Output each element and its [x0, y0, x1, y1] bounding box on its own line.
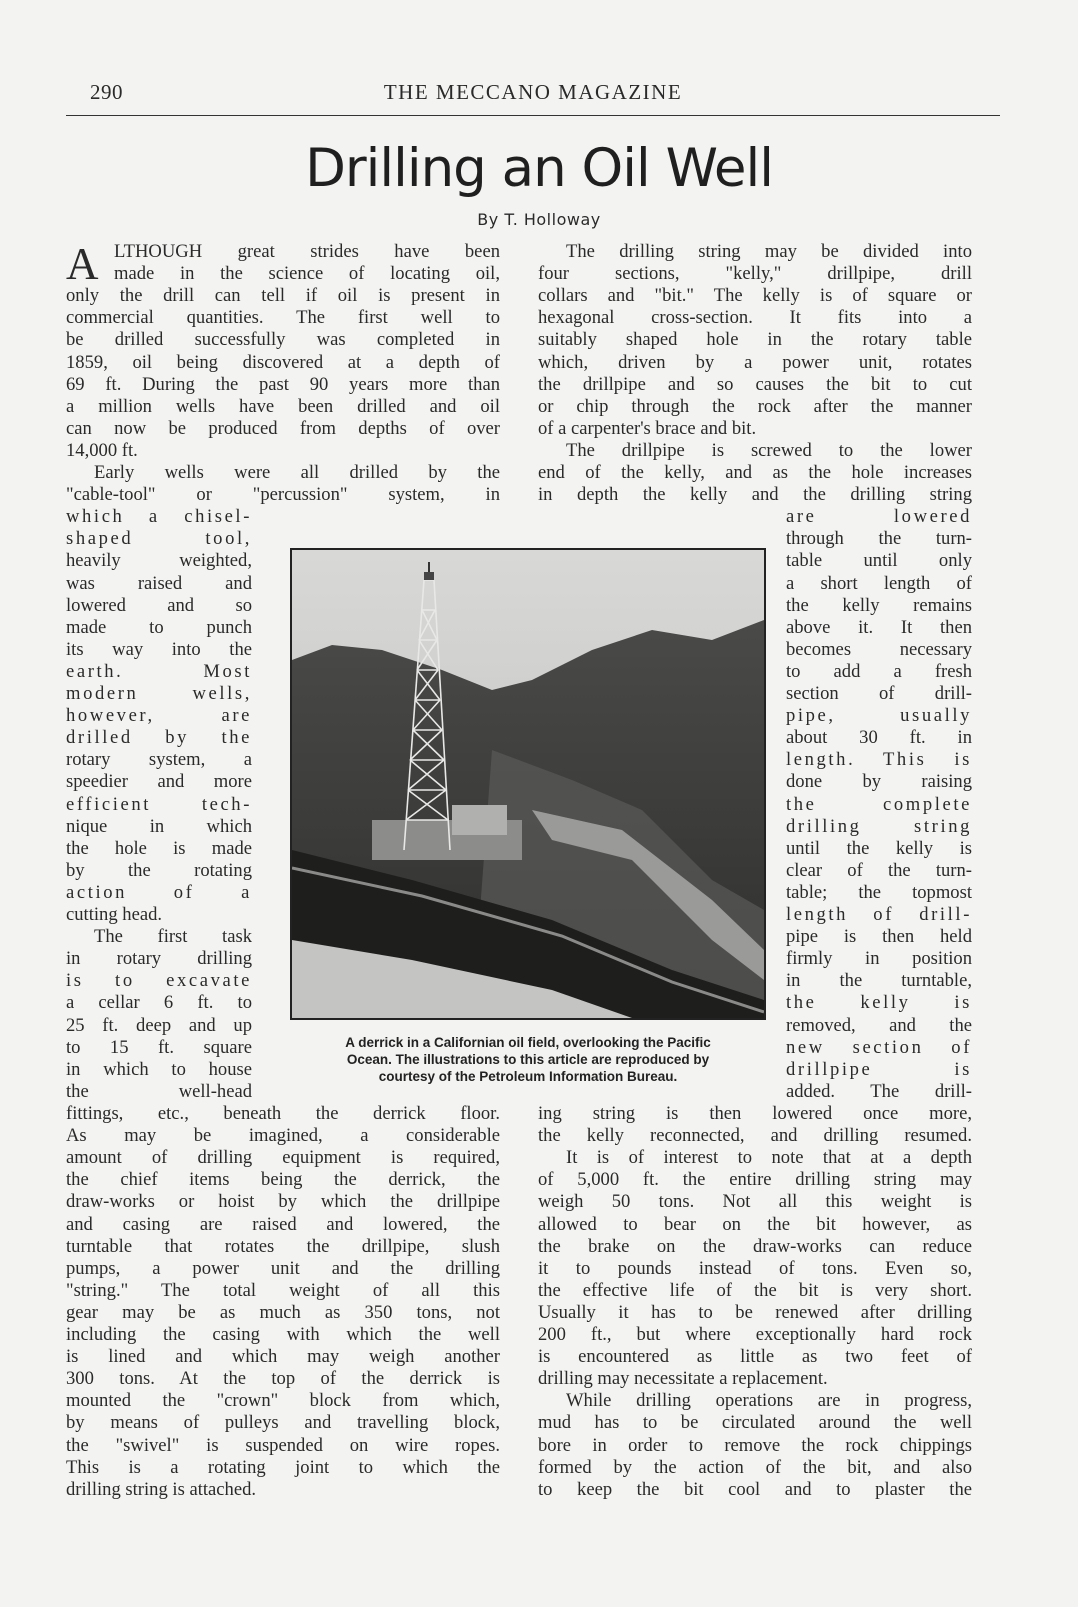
text-line: pumps, a power unit and the drilling	[66, 1257, 500, 1279]
text-line: in the turntable,	[786, 970, 972, 992]
text-line: suitably shaped hole in the rotary table	[538, 329, 972, 351]
byline: By T. Holloway	[477, 210, 601, 229]
text-line: length. This is	[786, 749, 972, 771]
text-line: "string." The total weight of all this	[66, 1279, 500, 1301]
text-line: modern wells,	[66, 683, 252, 704]
text-line: efficient tech-	[66, 793, 252, 815]
text-line: earth. Most	[66, 660, 252, 682]
text-line: the complete	[786, 793, 972, 815]
text-line: mud has to be circulated around the well	[538, 1412, 972, 1434]
text-line: above it. It then	[786, 616, 972, 638]
text-line: The drilling string may be divided into	[566, 241, 972, 262]
drop-cap: A	[66, 239, 99, 289]
text-line: 1859, oil being discovered at a depth of	[66, 351, 500, 373]
text-line: section of drill-	[786, 683, 972, 704]
text-line: speedier and more	[66, 771, 252, 793]
text-line: table; the topmost	[786, 881, 972, 903]
text-line: nique in which	[66, 815, 252, 837]
text-line: becomes necessary	[786, 638, 972, 660]
text-line: 14,000 ft.	[66, 439, 138, 461]
text-line: action of a	[66, 881, 252, 903]
text-line: 200 ft., but where exceptionally hard rock	[538, 1324, 972, 1345]
text-line: draw-works or hoist by which the drillpipe	[66, 1191, 500, 1213]
text-line: the drillpipe and so causes the bit to cut	[538, 373, 972, 395]
text-line: removed, and the	[786, 1014, 972, 1036]
text-line: which, driven by a power unit, rotates	[538, 351, 972, 373]
text-line: lowered and so	[66, 594, 252, 616]
text-line: a million wells have been drilled and oil	[66, 395, 500, 417]
text-line: the kelly is	[786, 992, 972, 1014]
text-line: only the drill can tell if oil is present in	[66, 285, 500, 307]
text-line: ing string is then lowered once more,	[538, 1103, 972, 1124]
text-line: by means of pulleys and travelling block,	[66, 1412, 500, 1434]
text-line: the well-head	[66, 1080, 252, 1102]
text-line: until the kelly is	[786, 837, 972, 859]
caption-line: Ocean. The illustrations to this article are reproduced by	[346, 1052, 710, 1067]
text-line: clear of the turn-	[786, 859, 972, 881]
derrick-photo-illustration	[292, 550, 764, 1018]
text-line: formed by the action of the bit, and also	[538, 1456, 972, 1478]
text-line: in depth the kelly and the drilling string	[538, 484, 972, 506]
text-line: 69 ft. During the past 90 years more than	[66, 373, 500, 395]
text-line: weigh 50 tons. Not all this weight is	[538, 1191, 972, 1213]
text-line: firmly in position	[786, 948, 972, 970]
text-line: This is a rotating joint to which the	[66, 1456, 500, 1478]
text-line: drilled by the	[66, 727, 252, 749]
text-line: done by raising	[786, 771, 972, 793]
text-line: including the casing with which the well	[66, 1324, 500, 1345]
text-line: allowed to bear on the bit however, as	[538, 1213, 972, 1235]
text-line: drilling may necessitate a replacement.	[538, 1368, 828, 1390]
text-line: a cellar 6 ft. to	[66, 992, 252, 1014]
text-line: rotary system, a	[66, 749, 252, 771]
text-line: shaped tool,	[66, 528, 252, 550]
text-line: drilling string is attached.	[66, 1478, 257, 1500]
text-line: the chief items being the derrick, the	[66, 1169, 500, 1191]
text-line: mounted the "crown" block from which,	[66, 1390, 500, 1412]
text-line: While drilling operations are in progress,	[566, 1390, 972, 1412]
text-line: It is of interest to note that at a depth	[566, 1147, 972, 1169]
magazine-title: THE MECCANO MAGAZINE	[383, 80, 683, 104]
text-line: the kelly reconnected, and drilling resumed.	[538, 1125, 972, 1147]
text-line: The first task	[94, 926, 252, 948]
page-number: 290	[90, 80, 123, 104]
text-line: be drilled successfully was completed in	[66, 329, 500, 351]
text-line: gear may be as much as 350 tons, not	[66, 1301, 500, 1323]
text-line: to 15 ft. square	[66, 1036, 252, 1058]
text-line: made to punch	[66, 616, 252, 638]
text-line: is encountered as little as two feet of	[538, 1346, 972, 1368]
text-line: of 5,000 ft. the entire drilling string may	[538, 1169, 972, 1191]
text-line: the kelly remains	[786, 594, 972, 616]
text-line: The drillpipe is screwed to the lower	[566, 439, 972, 461]
text-line: As may be imagined, a considerable	[66, 1125, 500, 1147]
text-line: the hole is made	[66, 837, 252, 859]
text-line: heavily weighted,	[66, 550, 252, 572]
text-line: its way into the	[66, 638, 252, 660]
derrick-photo	[290, 548, 766, 1020]
text-line: cutting head.	[66, 904, 163, 925]
text-line: "cable-tool" or "percussion" system, in	[66, 484, 500, 506]
text-line: pipe is then held	[786, 926, 972, 948]
text-line: pipe, usually	[786, 705, 972, 727]
text-line: the "swivel" is suspended on wire ropes.	[66, 1434, 500, 1456]
text-line: which a chisel-	[66, 506, 252, 528]
text-line: bore in order to remove the rock chippings	[538, 1434, 972, 1456]
text-line: Usually it has to be renewed after drilling	[538, 1301, 972, 1323]
text-line: the brake on the draw-works can reduce	[538, 1235, 972, 1257]
text-line: it to pounds instead of tons. Even so,	[538, 1257, 972, 1279]
text-line: through the turn-	[786, 528, 972, 550]
text-line: length of drill-	[786, 904, 972, 925]
text-line: to add a fresh	[786, 660, 972, 682]
text-line: 25 ft. deep and up	[66, 1014, 252, 1036]
text-line: or chip through the rock after the manner	[538, 395, 972, 417]
text-line: to keep the bit cool and to plaster the	[538, 1478, 972, 1500]
text-line: new section of	[786, 1036, 972, 1058]
text-line: about 30 ft. in	[786, 727, 972, 749]
text-line: by the rotating	[66, 859, 252, 881]
text-line: four sections, "kelly," drillpipe, drill	[538, 263, 972, 285]
text-line: Early wells were all drilled by the	[94, 462, 500, 483]
text-line: in rotary drilling	[66, 948, 252, 970]
header-rule	[66, 115, 1000, 116]
article-title: Drilling an Oil Well	[305, 138, 773, 199]
page-header	[66, 80, 1000, 112]
text-line: amount of drilling equipment is required,	[66, 1147, 500, 1169]
text-line: the effective life of the bit is very short.	[538, 1279, 972, 1301]
text-line: drilling string	[786, 815, 972, 837]
text-line: are lowered	[786, 506, 972, 528]
caption-line: courtesy of the Petroleum Information Bureau.	[378, 1069, 678, 1084]
text-line: collars and "bit." The kelly is of square or	[538, 285, 972, 307]
caption-line: A derrick in a Californian oil field, overlooking the Pacific	[345, 1035, 711, 1050]
text-line: LTHOUGH great strides have been	[114, 241, 500, 262]
text-line: can now be produced from depths of over	[66, 417, 500, 439]
text-line: is lined and which may weigh another	[66, 1346, 500, 1368]
text-line: turntable that rotates the drillpipe, slush	[66, 1235, 500, 1257]
text-line: and casing are raised and lowered, the	[66, 1213, 500, 1235]
text-line: was raised and	[66, 572, 252, 594]
text-line: 300 tons. At the top of the derrick is	[66, 1368, 500, 1390]
text-line: fittings, etc., beneath the derrick floor.	[66, 1103, 500, 1124]
photo-caption	[286, 1034, 770, 1085]
text-line: table until only	[786, 550, 972, 572]
text-line: made in the science of locating oil,	[114, 263, 500, 285]
text-line: end of the kelly, and as the hole increases	[538, 462, 972, 483]
text-line: in which to house	[66, 1058, 252, 1080]
text-line: hexagonal cross-section. It fits into a	[538, 307, 972, 329]
text-line: however, are	[66, 705, 252, 727]
text-line: of a carpenter's brace and bit.	[538, 417, 757, 439]
text-line: commercial quantities. The first well to	[66, 307, 500, 329]
text-line: is to excavate	[66, 970, 252, 992]
text-line: drillpipe is	[786, 1058, 972, 1080]
text-line: added. The drill-	[786, 1080, 972, 1102]
text-line: a short length of	[786, 572, 972, 594]
